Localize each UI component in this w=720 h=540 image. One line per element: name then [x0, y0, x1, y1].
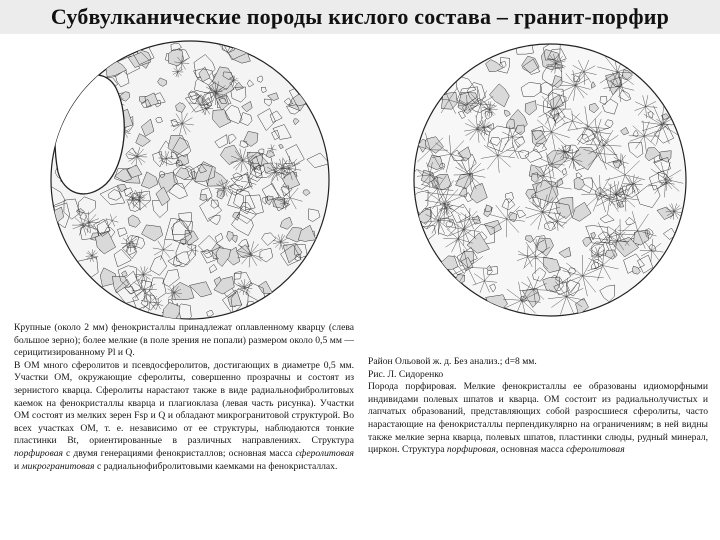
caption-term: порфировая — [14, 447, 63, 459]
caption-text: Порода порфировая. Мелкие фенокристаллы ее образованы идиоморфными индивидами полевых шпатов и кварца. ОМ состоит из радиальнолучистых и лапчатых образований, представляющих собой разросшиеся сферолиты, часто нарастающие на фенокристаллы перпендикулярно на ограничениям; в ней видны также мелкие зерна кварца, полевых шпатов, пластинки слюды, рудный минерал, циркон. Структура — [368, 381, 708, 456]
thin-section-right-drawing — [388, 34, 712, 322]
caption-right-author: Рис. Л. Сидоренко — [368, 368, 444, 380]
caption-term: сферолитовая — [566, 444, 625, 456]
caption-right-description — [368, 381, 708, 457]
thin-section-left-drawing — [14, 34, 366, 326]
mineral-grain — [200, 195, 207, 201]
thin-section-right — [388, 34, 712, 322]
caption-left-paragraph-1: Крупные (около 2 мм) фенокристаллы принадлежат оплавленному кварцу (слева большое зерно); более мелкие (в поле зрения не попали) размером около 0,5 мм — серицитизированному Pl и Q. — [14, 322, 354, 359]
caption-term: порфировая — [446, 444, 496, 456]
caption-term: микрогранитовая — [21, 460, 95, 472]
caption-right — [368, 356, 708, 457]
caption-left-paragraph-2 — [14, 360, 354, 473]
caption-text: с двумя генерациями фенокристаллов; основная масса — [66, 447, 293, 459]
caption-term: сферолитовая — [295, 447, 354, 459]
caption-right-location: Район Ольовой ж. д. Без анализ.; d=8 мм. — [368, 356, 537, 367]
caption-text: и — [14, 460, 20, 472]
caption-text: , основная масса — [495, 444, 564, 456]
caption-left — [14, 322, 354, 473]
page-title: Субвулканические породы кислого состава – гранит-порфир — [50, 4, 670, 29]
caption-text: В ОМ много сферолитов и псевдосферолитов, достигающих в диаметре 0,5 мм. Участки ОМ, окружающие сферолиты, совершенно прозрачны и состоят из зернистого кварца. Сферолиты нарастают также в виде радиальнофибролитовых каемок на фенокристаллы кварца и плагиоклаза (левая часть рисунка). Участки ОМ состоят из мелких зерен Fsp и Q и обладают микрогранитовой структурой. Во всех участках ОМ, т. е. независимо от ее структуры, наблюдаются тонкие пластинки Bt, ориентированные в различных направлениях. Структура — [14, 359, 354, 447]
caption-text: с радиальнофибролитовыми каемками на фенокристаллах. — [96, 460, 338, 472]
thin-section-left — [14, 34, 366, 326]
